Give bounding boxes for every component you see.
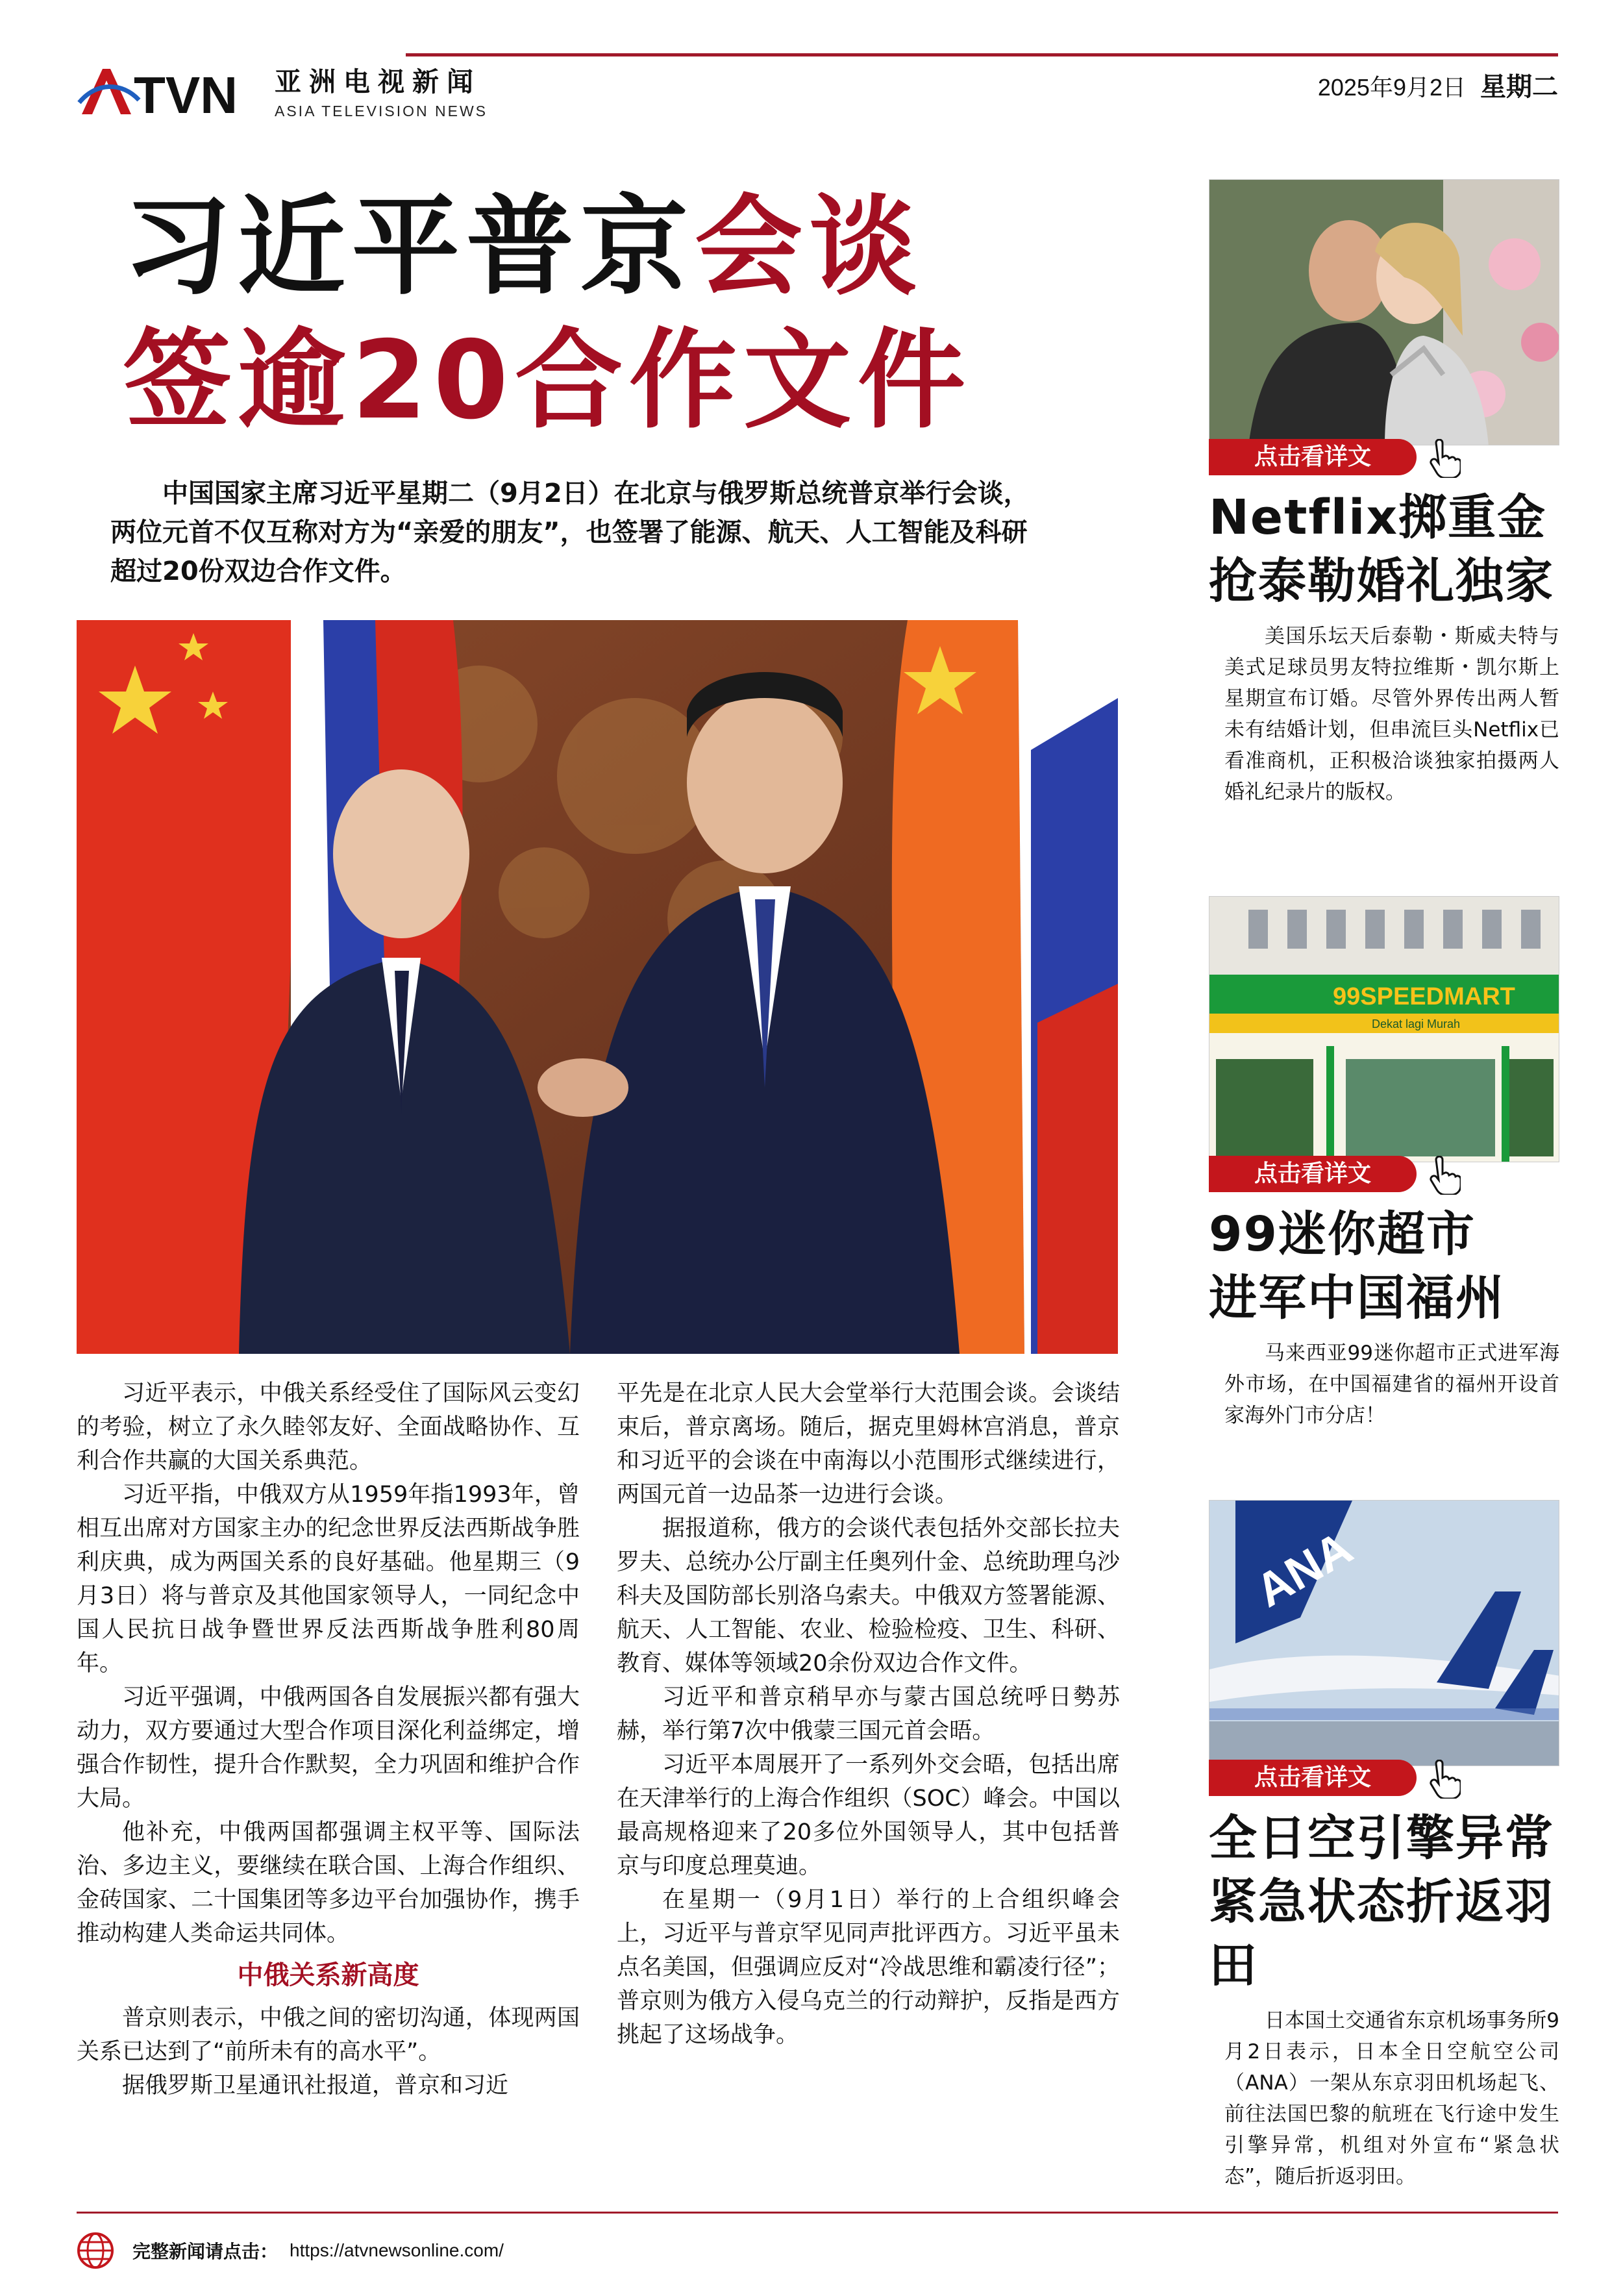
read-more-button[interactable]: 点击看详文 (1209, 1156, 1417, 1192)
pointing-hand-icon (1424, 439, 1461, 478)
article-paragraph: 习近平强调，中俄两国各自发展振兴都有强大动力，双方要通过大型合作项目深化利益绑定，增强合作韧性，提升合作默契，全力巩固和维护合作大局。 (77, 1684, 580, 1812)
header-divider (406, 53, 1558, 56)
section-subhead: 中俄关系新高度 (237, 1960, 419, 1990)
store-photo-illustration (1209, 897, 1559, 1162)
weekday-text: 星期二 (1480, 72, 1558, 102)
svg-text:99SPEEDMART: 99SPEEDMART (1333, 983, 1515, 1010)
sidebar-story-netflix (1209, 179, 1559, 808)
article-paragraph: 在星期一（9月1日）举行的上合组织峰会上，习近平与普京罕见同声批评西方。习近平虽未点名美国，但强调应反对“冷战思维和霸凌行径”；普京则为俄方入侵乌克兰的行动辩护，反指是西方挑起了这场战争。 (617, 1887, 1120, 2048)
article-paragraph: 习近平本周展开了一系列外交会晤，包括出席在天津举行的上海合作组织（SOC）峰会。中国以最高规格迎来了20多位外国领导人，其中包括普京与印度总理莫迪。 (617, 1752, 1120, 1879)
article-paragraph: 据俄罗斯卫星通讯社报道，普京和习近 (122, 2073, 509, 2099)
brand-name-cn: 亚洲电视新闻 (275, 66, 481, 97)
headline-line-1-red: 会谈 (695, 184, 923, 310)
article-paragraph: 普京则表示，中俄之间的密切沟通，体现两国关系已达到了“前所未有的高水平”。 (77, 2005, 580, 2065)
article-paragraph: 习近平和普京稍早亦与蒙古国总统呼日勢苏赫，举行第7次中俄蒙三国元首会晤。 (617, 1684, 1120, 1744)
sidebar-story-title (1209, 1203, 1559, 1330)
headline-line-1 (123, 181, 1097, 314)
title-line: 进军中国福州 (1209, 1270, 1505, 1326)
website-link[interactable]: https://atvnewsonline.com/ (290, 2240, 504, 2260)
pointing-hand-icon (1424, 1760, 1461, 1799)
brand-name-en: ASIA TELEVISION NEWS (275, 103, 488, 119)
globe-icon (77, 2232, 114, 2269)
article-paragraph: 据报道称，俄方的会谈代表包括外交部长拉夫罗夫、总统办公厅副主任奥列什金、总统助理乌沙科夫及国防部长别洛乌索夫。中俄双方签署能源、航天、人工智能、农业、检验检疫、卫生、科研、教育、媒体等领域20余份双边合作文件。 (617, 1516, 1120, 1677)
sidebar-photo-couple[interactable] (1209, 179, 1559, 445)
main-photo-illustration (77, 620, 1118, 1354)
sidebar-story-ana (1209, 1500, 1559, 2192)
sidebar-photo-store[interactable] (1209, 896, 1559, 1162)
svg-text:ANA: ANA (1247, 1521, 1361, 1617)
masthead (77, 62, 1558, 121)
article-column-right (617, 1377, 1120, 2052)
article-column-left (77, 1377, 580, 2103)
read-more-button[interactable]: 点击看详文 (1209, 1760, 1417, 1796)
title-line: Netflix掷重金 (1209, 490, 1547, 545)
couple-photo-illustration (1209, 180, 1559, 445)
pointing-hand-icon (1424, 1156, 1461, 1195)
brand-name (275, 65, 488, 121)
svg-text:TVN: TVN (134, 66, 238, 121)
article-paragraph: 平先是在北京人民大会堂举行大范围会谈。会谈结束后，普京离场。随后，据克里姆林宫消息，普京和习近平的会谈在中南海以小范围形式继续进行，两国元首一边品茶一边进行会谈。 (617, 1380, 1120, 1508)
read-more-button[interactable]: 点击看详文 (1209, 439, 1417, 475)
sidebar-story-title (1209, 1806, 1559, 1997)
headline-line-2: 签逾20合作文件 (123, 318, 973, 443)
main-headline (123, 181, 1097, 448)
sidebar-story-text: 日本国土交通省东京机场事务所9月2日表示，日本全日空航空公司（ANA）一架从东京羽田机场起飞、前往法国巴黎的航班在飞行途中发生引擎异常，机组对外宣布“紧急状态”，随后折返羽田。 (1224, 2009, 1559, 2188)
sidebar-story-99speedmart (1209, 896, 1559, 1431)
sidebar-story-text: 美国乐坛天后泰勒・斯威夫特与美式足球员男友特拉维斯・凯尔斯上星期宣布订婚。尽管外界传出两人暂未有结婚计划，但串流巨头Netflix已看准商机，正积极洽谈独家拍摄两人婚礼纪录片的版权。 (1224, 625, 1559, 804)
title-line: 抢泰勒婚礼独家 (1209, 553, 1554, 609)
atvn-logo[interactable] (77, 62, 252, 121)
sidebar-story-title (1209, 486, 1559, 613)
article-paragraph: 习近平表示，中俄关系经受住了国际风云变幻的考验，树立了永久睦邻友好、全面战略协作、互利合作共赢的大国关系典范。 (77, 1380, 580, 1474)
sidebar-photo-airplanes[interactable] (1209, 1500, 1559, 1766)
title-line: 99迷你超市 (1209, 1206, 1476, 1262)
sidebar-story-text: 马来西亚99迷你超市正式进军海外市场，在中国福建省的福州开设首家海外门市分店！ (1224, 1341, 1559, 1427)
article-paragraph: 他补充，中俄两国都强调主权平等、国际法治、多边主义，要继续在联合国、上海合作组织、金砖国家、二十国集团等多边平台加强协作，携手推动构建人类命运共同体。 (77, 1819, 580, 1947)
title-line: 全日空引擎异常 (1209, 1810, 1554, 1866)
footer-label: 完整新闻请点击： (132, 2241, 279, 2262)
date-text: 2025年9月2日 (1317, 74, 1466, 101)
issue-date (1318, 66, 1558, 103)
article-paragraph: 习近平指，中俄双方从1959年指1993年，曾相互出席对方国家主办的纪念世界反法西斯战争胜利庆典，成为两国关系的良好基础。他星期三（9月3日）将与普京及其他国家领导人，一同纪念中国人民抗日战争暨世界反法西斯战争胜利80周年。 (77, 1482, 580, 1677)
headline-line-1-black: 习近平普京 (123, 184, 695, 310)
lead-paragraph: 中国国家主席习近平星期二（9月2日）在北京与俄罗斯总统普京举行会谈，两位元首不仅互称对方为“亲爱的朋友”，也签署了能源、航天、人工智能及科研超过20份双边合作文件。 (110, 479, 1030, 586)
svg-text:Dekat lagi Murah: Dekat lagi Murah (1372, 1017, 1461, 1030)
main-photo (77, 620, 1118, 1354)
airplane-photo-illustration (1209, 1501, 1559, 1766)
footer-divider (77, 2212, 1558, 2214)
footer (77, 2231, 504, 2270)
title-line: 紧急状态折返羽田 (1209, 1874, 1554, 1993)
